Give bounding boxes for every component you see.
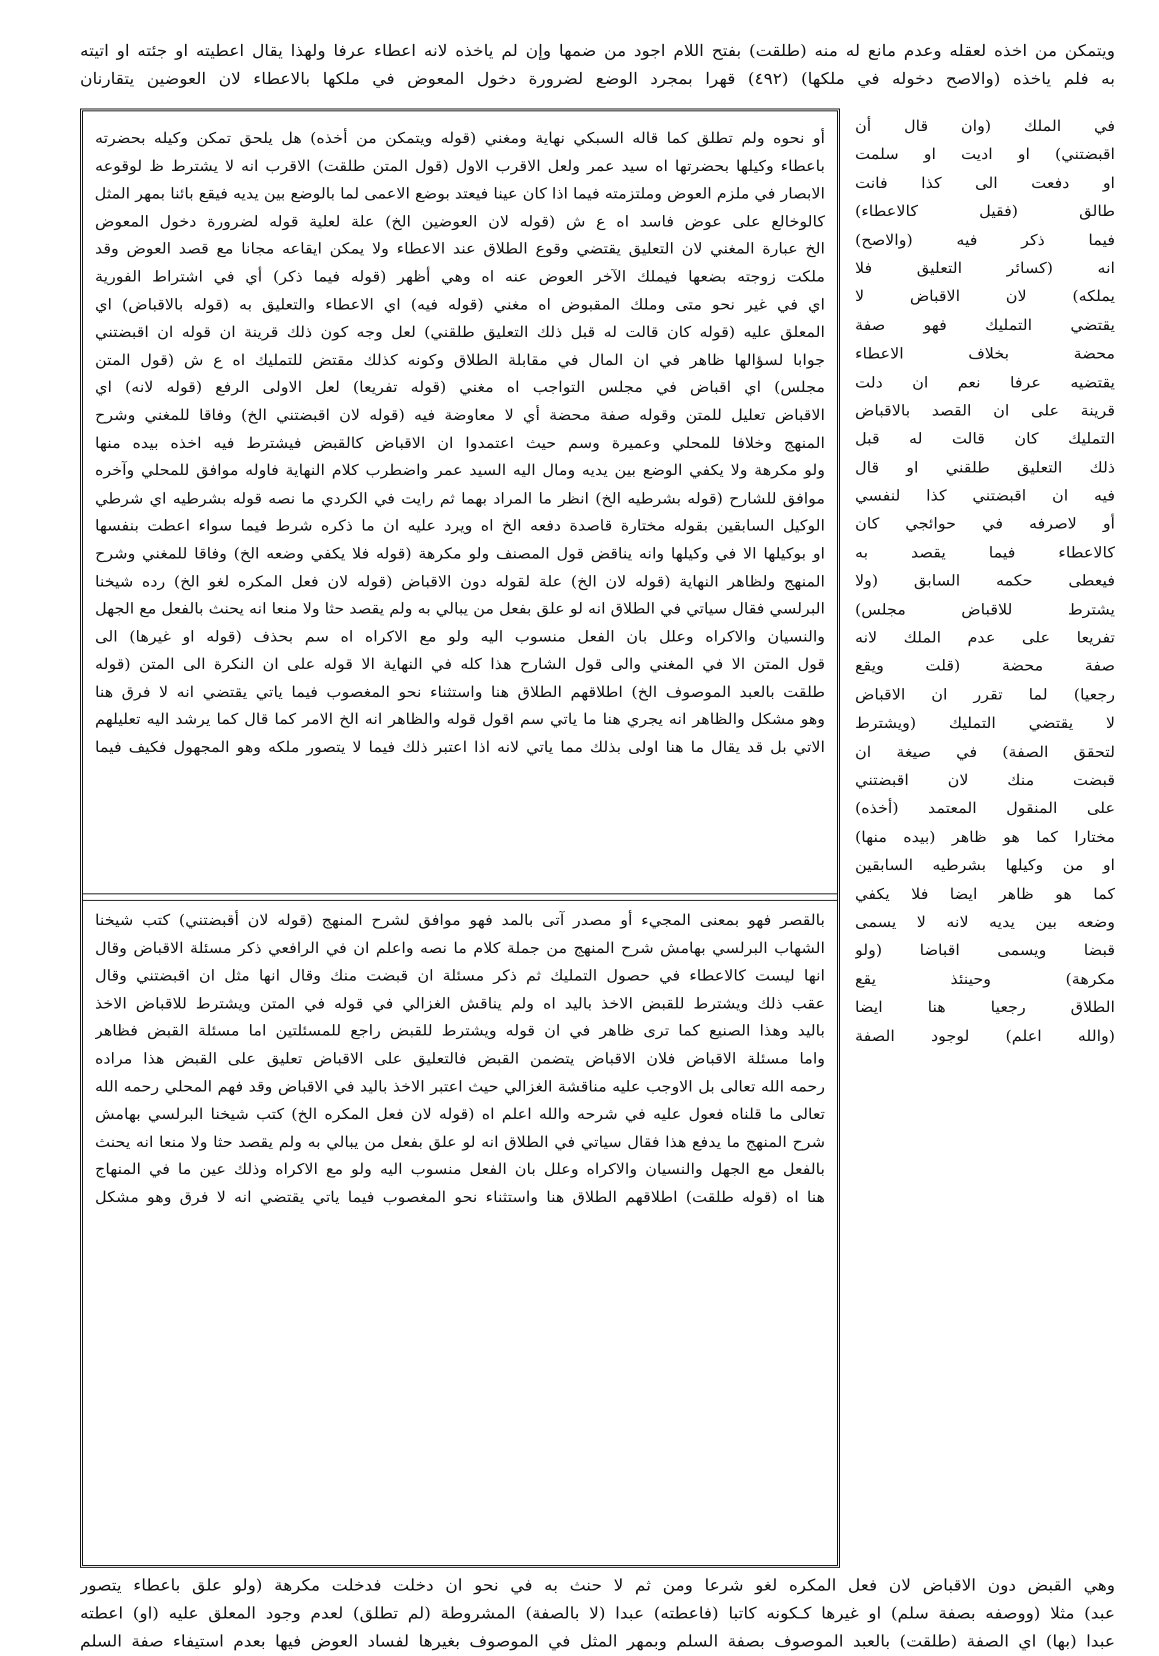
- lower-commentary-line: باليد وهذا الصنيع كما ترى ظاهر في ان قوله ويشترط للقبض راجع للمسئلتين اما مسئلة القبض فظاهر: [95, 1021, 825, 1040]
- upper-commentary-line: كالوخالع على عوض فاسد اه ع ش (قوله لان العوضين الخ) علة لعلية قوله لضرورة دخول المعوض: [95, 212, 825, 230]
- margin-text-line: قرينة على ان القصد بالاقباض: [855, 401, 1115, 420]
- margin-text-line: فيما ذكر فيه (والاصح): [855, 230, 1115, 249]
- margin-text-line: قبضت منك لان اقبضتني: [855, 770, 1115, 789]
- upper-commentary-line: ولو مكرهة ولا يكفي الوضع بين يديه ومال اليه السيد عمر واضطرب كلام النهاية فاوله موافق للمحلي وآخره: [95, 461, 825, 480]
- top-main-text: [80, 37, 1115, 93]
- main-text-line: عبدا (بها) اي الصفة (طلقت) بالعبد الموصوف بصفة السلم وبمهر المثل في الموصوف بغيرها لفساد العوض فيها بعدم استيفاء صفة السلم: [80, 1632, 1115, 1652]
- bottom-main-text: [80, 1572, 1115, 1656]
- upper-commentary-line: المنهج ولظاهر النهاية (قوله لان الخ) علة لقوله دون الاقباض (قوله لان فعل المكره لغو الخ) رده شيخنا: [95, 572, 825, 590]
- upper-commentary-line: الوكيل السابقين بقوله مختارة قاصدة دفعه الخ اه ويرد عليه ان ما ذكره شرط فيما سواء اعطت بنفسها: [95, 516, 825, 535]
- margin-text-line: يقتضيه عرفا نعم ان دلت: [855, 372, 1115, 391]
- commentary-divider: [83, 893, 837, 900]
- upper-commentary-line: طلقت بالعبد الموصوف الخ) اطلاقهم الطلاق هنا واستثناء نحو المغصوب فيما ياتي يقتضي انه لا فرق هنا: [95, 682, 825, 701]
- margin-text-line: رجعيا) لما تقرر ان الاقباض: [855, 685, 1115, 704]
- margin-text-line: على المنقول المعتمد (أخذه): [855, 799, 1115, 818]
- main-text-line: عبد) مثلا (ووصفه بصفة سلم) او غيرها كـكونه كاتبا (فاعطته) عبدا (لا بالصفة) المشروطة (لم تطلق) لعدم وجود المعلق عليه (او) اعطته: [80, 1604, 1115, 1624]
- upper-commentary-line: الاتي بل قد يقال ما هنا اولى بذلك مما ياتي لانه اذا اعتبر ذلك فيما لا يتصور ملكه وهو المجهول فكيف فيما: [95, 738, 825, 756]
- lower-commentary-line: بالقصر فهو بمعنى المجيء أو مصدر آتى بالمد فهو موافق لشرح المنهج (قوله لان أقبضتني) كتب شيخنا: [95, 911, 825, 929]
- margin-text-line: يملكه) لان الاقباض لا: [855, 287, 1115, 306]
- margin-text-line: كما هو ظاهر ايضا فلا يكفي: [855, 884, 1115, 903]
- margin-text-line: الطلاق رجعيا هنا ايضا: [855, 998, 1115, 1017]
- commentary-frame: [80, 109, 840, 1568]
- lower-commentary-line: تعالى ما قلناه فعول عليه في شرحه والله اعلم اه (قوله لان فعل المكره الخ) كتب شيخنا البرلسي بهامش: [95, 1104, 825, 1123]
- lower-commentary-line: الشهاب البرلسي بهامش شرح المنهج من جملة كلام ما نصه واعلم ان في الرافعي ذكر مسئلة الاقباض وقال: [95, 938, 825, 957]
- margin-text-line: أو لاصرفه في حوائجي كان: [855, 514, 1115, 533]
- margin-text-line: وضعه بين يديه لانه لا يسمى: [855, 912, 1115, 931]
- margin-text-line: اقبضتني) او اديت او سلمت: [855, 145, 1115, 164]
- lower-commentary-line: واما مسئلة الاقباض فلان الاقباض يتضمن القبض فالتعليق على الاقباض تعليق على القبض هذا مراده: [95, 1049, 825, 1068]
- margin-text-line: (والله اعلم) لوجود الصفة: [855, 1026, 1115, 1045]
- upper-commentary-line: البرلسي فقال سياتي في الطلاق انه لو علق بفعل من يبالي به ولم يقصد حثا ولا منعا انه يحنث بالفعل مع الجهل: [95, 599, 825, 618]
- upper-commentary-line: الاقباض تعليل للمتن وقوله صفة محضة أي لا معاوضة فيه (قوله لان اقبضتني الخ) وفاقا للمغني وشرح: [95, 405, 825, 424]
- lower-commentary-line: رحمه الله تعالى بل الاوجب عليه مناقشة الغزالي حيث اعتبر الاخذ باليد في الاقباض وقد فهم المحلي رحمه الله: [95, 1077, 825, 1096]
- main-text-line: به فلم ياخذه (والاصح دخوله في ملكها) (٤٩٢) قهرا بمجرد الوضع لضرورة دخول المعوض في ملكها بالاعطاء لان العوضين يتقارنان: [80, 70, 1115, 89]
- upper-commentary-line: الخ عبارة المغني لان التعليق يقتضي وقوع الطلاق عند الاعطاء ولا يمكن ايقاعه مجانا مع قصد العوض وقد: [95, 239, 825, 258]
- upper-commentary-line: المعلق عليه (قوله كان قالت له قبل ذلك التعليق طلقني) لعل وجه كون ذلك قرينة ان قوله ان اقبضتني: [95, 322, 825, 341]
- upper-commentary-line: قول المتن الا في المغني والى قول الشارح هذا كله في النهاية الا قوله على ان النكرة الى المتن (قوله: [95, 655, 825, 673]
- upper-commentary-line: مجلس) اي اقباض في مجلس التواجب اه مغني (قوله تفريعا) لعل الاولى الرفع (قوله لانه) اي: [95, 378, 825, 397]
- margin-text-line: لتحقق الصفة) في صيغة ان: [855, 742, 1115, 761]
- margin-text-line: انه (كسائر التعليق فلا: [855, 259, 1115, 277]
- margin-text-line: او من وكيلها بشرطيه السابقين: [855, 856, 1115, 874]
- side-margin-text: [855, 112, 1115, 1050]
- margin-text-line: فيه ان اقبضتني كذا لنفسي: [855, 486, 1115, 505]
- margin-text-line: مكرهة) وحينئذ يقع: [855, 969, 1115, 988]
- lower-commentary-box: [95, 906, 825, 1551]
- main-text-line: وهي القبض دون الاقباض لان فعل المكره لغو شرعا ومن ثم لا حنث به في نحو ان دخلت فدخلت مكرهة (ولو علق باعطاء يتصور: [80, 1576, 1115, 1595]
- lower-commentary-line: انها ليست كالاعطاء في حصول التمليك ثم ذكر مسئلة ان قبضت منك وقال انها مثل ان اقبضتني وقال: [95, 966, 825, 985]
- upper-commentary-line: والنسيان والاكراه وعلل بان الفعل منسوب اليه ولو مع الاكراه اه سم بحذف (قوله او غيرها) الى: [95, 627, 825, 646]
- main-text-line: ويتمكن من اخذه لعقله وعدم مانع له منه (طلقت) بفتح اللام اجود من ضمها وإن لم ياخذه لانه اعطاء عرفا ولهذا يقال اعطيته او جئته او اتيته: [80, 42, 1115, 61]
- margin-text-line: مختارا كما هو ظاهر (بيده منها): [855, 827, 1115, 846]
- margin-text-line: في الملك (وان قال أن: [855, 116, 1115, 135]
- margin-text-line: صفة محضة (قلت ويقع: [855, 657, 1115, 675]
- upper-commentary-line: او بوكيلها الا في وكيلها وانه يناقض قول المصنف ولو مكرهة (قوله فلا يكفي وضعه الخ) وفاقا للمغني وشرح: [95, 544, 825, 563]
- upper-commentary-box: [95, 124, 825, 885]
- margin-text-line: ذلك التعليق طلقني او قال: [855, 458, 1115, 476]
- upper-commentary-line: وهو مشكل والظاهر انه يجري هنا ما ياتي سم اقول قوله والظاهر انه الخ الامر كما قال كما يرشد اليه تعليلهم: [95, 710, 825, 729]
- margin-text-line: كالاعطاء فيما يقصد به: [855, 543, 1115, 562]
- margin-text-line: فيعطى حكمه السابق (ولا: [855, 571, 1115, 590]
- lower-commentary-line: بالفعل مع الجهل والنسيان والاكراه وعلل بان الفعل منسوب اليه ولو مع الاكراه وذلك عين ما في المنهاج: [95, 1160, 825, 1179]
- upper-commentary-line: اي في غير نحو متى وملك المقبوض اه مغني (قوله فيه) اي الاعطاء والتعليق به (قوله بالاقباض) اي: [95, 295, 825, 313]
- margin-text-line: محضة بخلاف الاعطاء: [855, 344, 1115, 363]
- margin-text-line: يشترط للاقباض مجلس): [855, 600, 1115, 619]
- lower-commentary-line: عقب ذلك ويشترط للقبض الاخذ باليد اه ولم يناقش الغزالي في قوله في المتن ويشترط للاقباض الاخذ: [95, 994, 825, 1012]
- lower-commentary-line: شرح المنهج ما يدفع هذا فقال سياتي في الطلاق انه لو علق بفعل من يبالي به ولم يقصد حثا ولا منعا انه يحنث: [95, 1132, 825, 1151]
- margin-text-line: التمليك كان قالت له قبل: [855, 429, 1115, 448]
- upper-commentary-line: باعطاء وكيلها بحضرتها اه سيد عمر ولعل الاقرب الاول (قول المتن طلقت) الاقرب انه لا يشترط ظ لوقوعه: [95, 156, 825, 175]
- upper-commentary-line: جوابا لسؤالها ظاهر في ان المال في مقابلة الطلاق وكونه كذلك مقتض للتمليك اه ع ش (قول المتن: [95, 350, 825, 369]
- margin-text-line: قبضا ويسمى اقباضا (ولو: [855, 941, 1115, 960]
- margin-text-line: لا يقتضي التمليك (ويشترط: [855, 713, 1115, 732]
- upper-commentary-line: موافق للشارح (قوله بشرطيه الخ) انظر ما المراد بهما ثم رايت في الكردي ما نصه قوله بشرطيه اي شرطي: [95, 488, 825, 507]
- margin-text-line: يقتضي التمليك فهو صفة: [855, 315, 1115, 334]
- upper-commentary-line: ملكت زوجته بضعها فيملك الآخر العوض عنه اه وهي أظهر (قوله فيما ذكر) أي في اشتراط الفورية: [95, 267, 825, 286]
- margin-text-line: او دفعت الى كذا فانت: [855, 173, 1115, 192]
- margin-text-line: تفريعا على عدم الملك لانه: [855, 628, 1115, 647]
- upper-commentary-line: أو نحوه ولم تطلق كما قاله السبكي نهاية ومغني (قوله ويتمكن من أخذه) هل يلحق تمكن وكيله بحضرته: [95, 129, 825, 147]
- upper-commentary-line: المنهج وخلافا للمحلي وعميرة وسم حيث اعتمدوا ان الاقباض كالقبض فيشترط فيه اخذه بيده منها: [95, 433, 825, 452]
- upper-commentary-line: الابصار في ملزم العوض وملتزمته فيما اذا كان عينا فيعتد بوضع الاعمى لما بالوضع بين يديه فيقع بائنا بمهر المثل: [95, 184, 825, 203]
- lower-commentary-line: هنا اه (قوله طلقت) اطلاقهم الطلاق هنا واستثناء نحو المغصوب فيما ياتي يقتضي انه لا فرق وهو مشكل: [95, 1187, 825, 1206]
- margin-text-line: طالق (فقيل كالاعطاء): [855, 202, 1115, 220]
